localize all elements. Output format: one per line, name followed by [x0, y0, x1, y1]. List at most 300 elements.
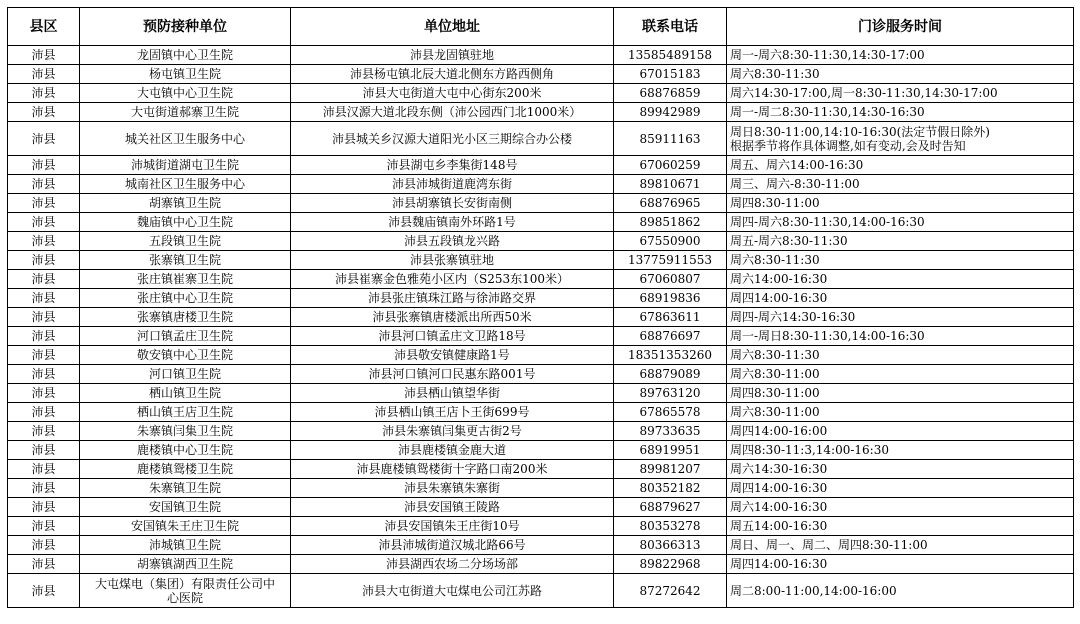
cell-hours — [727, 517, 1074, 536]
cell-unit — [80, 308, 291, 327]
cell-phone — [614, 232, 727, 251]
table-row — [8, 536, 1074, 555]
table-row — [8, 46, 1074, 65]
cell-address — [291, 574, 614, 608]
cell-hours — [727, 84, 1074, 103]
cell-county — [8, 103, 80, 122]
cell-address-text: 沛县沛城街道汉城北路66号 — [378, 538, 526, 552]
cell-address — [291, 122, 614, 156]
cell-unit-text: 大屯街道郝寨卫生院 — [130, 105, 239, 119]
cell-county — [8, 84, 80, 103]
cell-address — [291, 441, 614, 460]
cell-hours-text: 周六14:30-17:00,周一8:30-11:30,14:30-17:00 — [730, 86, 998, 100]
cell-unit — [80, 517, 291, 536]
cell-hours-text: 周四8:30-11:3,14:00-16:30 — [730, 443, 889, 457]
cell-phone-text: 67550900 — [639, 234, 701, 248]
header-unit: 预防接种单位 — [80, 8, 291, 46]
cell-county-text: 沛县 — [31, 158, 56, 172]
header-hours: 门诊服务时间 — [727, 8, 1074, 46]
cell-hours — [727, 175, 1074, 194]
cell-unit — [80, 403, 291, 422]
cell-phone-text: 80352182 — [639, 481, 701, 495]
cell-unit — [80, 251, 291, 270]
cell-unit — [80, 365, 291, 384]
cell-county — [8, 479, 80, 498]
cell-hours — [727, 422, 1074, 441]
cell-address — [291, 365, 614, 384]
cell-hours-text: 根据季节将作具体调整,如有变动,会及时告知 — [730, 138, 966, 153]
cell-phone — [614, 194, 727, 213]
table-body — [8, 46, 1074, 608]
cell-phone-text: 67015183 — [639, 67, 701, 81]
cell-phone — [614, 441, 727, 460]
cell-hours — [727, 65, 1074, 84]
cell-phone — [614, 384, 727, 403]
cell-address — [291, 384, 614, 403]
cell-hours-text: 周一-周日8:30-11:30,14:00-16:30 — [730, 329, 925, 343]
cell-address-text: 沛县胡寨镇长安街南侧 — [391, 196, 512, 210]
cell-unit-text: 敬安镇中心卫生院 — [136, 348, 233, 362]
cell-phone-text: 89810671 — [639, 177, 701, 191]
cell-phone-text: 80366313 — [639, 538, 701, 552]
cell-address — [291, 308, 614, 327]
cell-phone-text: 68879089 — [639, 367, 701, 381]
cell-hours — [727, 251, 1074, 270]
cell-county-text: 沛县 — [31, 329, 56, 343]
cell-unit — [80, 327, 291, 346]
cell-hours — [727, 103, 1074, 122]
cell-hours-text: 周五14:00-16:30 — [730, 519, 828, 533]
cell-county-text: 沛县 — [31, 583, 56, 598]
table-row — [8, 232, 1074, 251]
cell-address — [291, 346, 614, 365]
cell-unit-text: 心医院 — [166, 590, 203, 605]
cell-county — [8, 289, 80, 308]
cell-county — [8, 498, 80, 517]
cell-unit — [80, 384, 291, 403]
cell-address-text: 沛县河口镇河口民惠东路001号 — [368, 367, 536, 381]
cell-address — [291, 84, 614, 103]
cell-address — [291, 213, 614, 232]
cell-address-text: 沛县栖山镇王店卜王街699号 — [374, 405, 530, 419]
cell-address — [291, 270, 614, 289]
cell-address — [291, 46, 614, 65]
cell-address-text: 沛县张寨镇唐楼派出所西50米 — [372, 310, 532, 324]
cell-address — [291, 232, 614, 251]
cell-unit — [80, 574, 291, 608]
cell-phone — [614, 479, 727, 498]
cell-phone — [614, 103, 727, 122]
cell-county — [8, 536, 80, 555]
cell-hours-text: 周日8:30-11:00,14:10-16:30(法定节假日除外) — [730, 124, 990, 139]
header-phone: 联系电话 — [614, 8, 727, 46]
cell-county — [8, 555, 80, 574]
cell-phone — [614, 84, 727, 103]
cell-unit-text: 鹿楼镇中心卫生院 — [136, 443, 233, 457]
table-row — [8, 498, 1074, 517]
cell-address-text: 沛县朱寨镇闫集更古街2号 — [382, 424, 522, 438]
cell-county — [8, 232, 80, 251]
cell-address-text: 沛县湖西农场二分场场部 — [385, 557, 518, 571]
cell-phone-text: 68879627 — [639, 500, 701, 514]
cell-phone — [614, 156, 727, 175]
cell-phone — [614, 365, 727, 384]
cell-unit-text: 朱寨镇卫生院 — [148, 481, 221, 495]
cell-county-text: 沛县 — [31, 105, 56, 119]
cell-county-text: 沛县 — [31, 557, 56, 571]
cell-phone — [614, 122, 727, 156]
cell-hours — [727, 46, 1074, 65]
cell-unit-text: 胡寨镇湖西卫生院 — [136, 557, 233, 571]
cell-hours-text: 周六14:00-16:30 — [730, 500, 828, 514]
cell-address — [291, 555, 614, 574]
cell-county — [8, 441, 80, 460]
table-row — [8, 460, 1074, 479]
cell-phone — [614, 175, 727, 194]
cell-phone-text: 67863611 — [639, 310, 701, 324]
cell-unit — [80, 65, 291, 84]
cell-hours — [727, 460, 1074, 479]
cell-hours — [727, 194, 1074, 213]
cell-county-text: 沛县 — [31, 538, 56, 552]
cell-hours — [727, 308, 1074, 327]
cell-phone-text: 68876859 — [639, 86, 701, 100]
cell-phone — [614, 517, 727, 536]
cell-county-text: 沛县 — [31, 386, 56, 400]
cell-hours-text: 周五、周六14:00-16:30 — [730, 158, 864, 172]
cell-hours-text: 周六8:30-11:30 — [730, 348, 820, 362]
cell-address — [291, 175, 614, 194]
table-row — [8, 441, 1074, 460]
cell-hours-text: 周四8:30-11:00 — [730, 196, 820, 210]
cell-hours-text: 周一-周二8:30-11:30,14:30-16:30 — [730, 105, 925, 119]
cell-unit-text: 栖山镇卫生院 — [148, 386, 221, 400]
vaccination-table-container — [7, 7, 1073, 608]
cell-phone — [614, 498, 727, 517]
cell-hours — [727, 213, 1074, 232]
cell-county — [8, 346, 80, 365]
table-row — [8, 422, 1074, 441]
cell-phone — [614, 251, 727, 270]
cell-phone — [614, 327, 727, 346]
cell-phone-text: 18351353260 — [628, 348, 712, 362]
cell-unit — [80, 270, 291, 289]
cell-county-text: 沛县 — [31, 177, 56, 191]
cell-hours — [727, 384, 1074, 403]
cell-phone-text: 13585489158 — [628, 48, 712, 62]
cell-phone-text: 67060259 — [639, 158, 701, 172]
cell-address — [291, 156, 614, 175]
cell-hours-text: 周日、周一、周二、周四8:30-11:00 — [730, 538, 928, 552]
cell-unit-text: 朱寨镇闫集卫生院 — [136, 424, 233, 438]
cell-unit — [80, 555, 291, 574]
cell-unit — [80, 289, 291, 308]
cell-unit-text: 杨屯镇卫生院 — [148, 67, 221, 81]
table-row — [8, 574, 1074, 608]
cell-address — [291, 65, 614, 84]
table-row — [8, 346, 1074, 365]
cell-county-text: 沛县 — [31, 405, 56, 419]
cell-hours-text: 周四-周六8:30-11:30,14:00-16:30 — [730, 215, 925, 229]
cell-phone — [614, 270, 727, 289]
cell-county-text: 沛县 — [31, 348, 56, 362]
cell-county — [8, 308, 80, 327]
cell-unit-text: 张寨镇卫生院 — [148, 253, 221, 267]
table-row — [8, 65, 1074, 84]
cell-county-text: 沛县 — [31, 86, 56, 100]
cell-phone-text: 87272642 — [639, 583, 701, 598]
cell-hours — [727, 122, 1074, 156]
cell-county — [8, 194, 80, 213]
cell-county — [8, 517, 80, 536]
table-row — [8, 251, 1074, 270]
cell-phone-text: 68919836 — [639, 291, 701, 305]
cell-hours-text: 周四14:00-16:00 — [730, 424, 828, 438]
cell-address-text: 沛县崔寨金色雅苑小区内（S253东100米） — [334, 272, 570, 286]
cell-county — [8, 574, 80, 608]
table-row — [8, 365, 1074, 384]
table-row — [8, 156, 1074, 175]
cell-hours-text: 周四14:00-16:30 — [730, 481, 828, 495]
cell-unit-text: 大屯煤电（集团）有限责任公司中 — [94, 576, 275, 591]
cell-address — [291, 194, 614, 213]
cell-county-text: 沛县 — [31, 500, 56, 514]
cell-phone — [614, 403, 727, 422]
cell-address — [291, 460, 614, 479]
cell-hours — [727, 232, 1074, 251]
cell-unit — [80, 46, 291, 65]
cell-unit-text: 安国镇朱王庄卫生院 — [130, 519, 239, 533]
cell-unit — [80, 175, 291, 194]
cell-phone-text: 68876965 — [639, 196, 701, 210]
cell-county-text: 沛县 — [31, 462, 56, 476]
table-row — [8, 84, 1074, 103]
cell-address-text: 沛县杨屯镇北辰大道北侧东方路西侧角 — [349, 67, 554, 81]
cell-phone — [614, 555, 727, 574]
cell-phone — [614, 574, 727, 608]
cell-phone — [614, 289, 727, 308]
cell-unit-text: 龙固镇中心卫生院 — [136, 48, 233, 62]
cell-phone-text: 89942989 — [639, 105, 701, 119]
cell-address — [291, 327, 614, 346]
cell-unit-text: 魏庙镇中心卫生院 — [136, 215, 233, 229]
cell-unit-text: 城南社区卫生服务中心 — [124, 177, 245, 191]
cell-county-text: 沛县 — [31, 519, 56, 533]
cell-county-text: 沛县 — [31, 196, 56, 210]
cell-phone-text: 85911163 — [639, 131, 701, 146]
cell-phone — [614, 65, 727, 84]
cell-address-text: 沛县沛城街道鹿湾东街 — [391, 177, 512, 191]
cell-phone-text: 89822968 — [639, 557, 701, 571]
header-county: 县区 — [8, 8, 80, 46]
cell-phone-text: 13775911553 — [628, 253, 712, 267]
cell-address-text: 沛县龙固镇驻地 — [409, 48, 494, 62]
cell-hours-text: 周四8:30-11:00 — [730, 386, 820, 400]
cell-phone-text: 67865578 — [639, 405, 701, 419]
cell-phone — [614, 422, 727, 441]
cell-address — [291, 251, 614, 270]
cell-phone-text: 67060807 — [639, 272, 701, 286]
cell-address-text: 沛县敬安镇健康路1号 — [394, 348, 510, 362]
cell-unit-text: 沛城街道湖屯卫生院 — [130, 158, 239, 172]
cell-address — [291, 479, 614, 498]
cell-unit-text: 鹿楼镇鸳楼卫生院 — [136, 462, 233, 476]
cell-unit-text: 沛城镇卫生院 — [148, 538, 221, 552]
cell-hours — [727, 270, 1074, 289]
cell-hours-text: 周六14:30-16:30 — [730, 462, 828, 476]
table-row — [8, 122, 1074, 156]
cell-hours — [727, 574, 1074, 608]
cell-unit-text: 张寨镇唐楼卫生院 — [136, 310, 233, 324]
cell-hours — [727, 327, 1074, 346]
table-row — [8, 103, 1074, 122]
cell-unit-text: 栖山镇王店卫生院 — [136, 405, 233, 419]
cell-county — [8, 122, 80, 156]
cell-address-text: 沛县大屯街道大屯中心街东200米 — [362, 86, 542, 100]
cell-address-text: 沛县河口镇孟庄文卫路18号 — [378, 329, 526, 343]
cell-unit — [80, 103, 291, 122]
cell-county-text: 沛县 — [31, 272, 56, 286]
cell-hours-text: 周四14:00-16:30 — [730, 291, 828, 305]
cell-hours — [727, 441, 1074, 460]
cell-phone-text: 89981207 — [639, 462, 701, 476]
cell-county-text: 沛县 — [31, 67, 56, 81]
cell-unit-text: 胡寨镇卫生院 — [148, 196, 221, 210]
table-row — [8, 479, 1074, 498]
cell-county-text: 沛县 — [31, 215, 56, 229]
cell-address-text: 沛县魏庙镇南外环路1号 — [388, 215, 516, 229]
cell-phone-text: 89763120 — [639, 386, 701, 400]
cell-county — [8, 175, 80, 194]
cell-phone-text: 68876697 — [639, 329, 701, 343]
table-row — [8, 308, 1074, 327]
cell-county — [8, 213, 80, 232]
cell-phone-text: 80353278 — [639, 519, 701, 533]
cell-address-text: 沛县城关乡汉源大道阳光小区三期综合办公楼 — [331, 131, 572, 146]
cell-county-text: 沛县 — [31, 48, 56, 62]
cell-unit — [80, 441, 291, 460]
cell-unit — [80, 194, 291, 213]
cell-unit — [80, 498, 291, 517]
cell-hours-text: 周一-周六8:30-11:30,14:30-17:00 — [730, 48, 925, 62]
table-row — [8, 384, 1074, 403]
cell-unit-text: 河口镇卫生院 — [148, 367, 221, 381]
cell-unit — [80, 156, 291, 175]
cell-unit — [80, 479, 291, 498]
cell-county-text: 沛县 — [31, 291, 56, 305]
cell-address — [291, 498, 614, 517]
cell-hours-text: 周六8:30-11:00 — [730, 405, 820, 419]
cell-county — [8, 156, 80, 175]
cell-unit — [80, 346, 291, 365]
cell-address-text: 沛县湖屯乡李集街148号 — [386, 158, 518, 172]
cell-address-text: 沛县五段镇龙兴路 — [403, 234, 500, 248]
cell-hours-text: 周三、周六-8:30-11:00 — [730, 177, 860, 191]
cell-hours — [727, 289, 1074, 308]
cell-hours — [727, 403, 1074, 422]
cell-county — [8, 403, 80, 422]
cell-unit — [80, 232, 291, 251]
cell-county-text: 沛县 — [31, 481, 56, 495]
cell-county-text: 沛县 — [31, 234, 56, 248]
cell-phone-text: 89733635 — [639, 424, 701, 438]
cell-address-text: 沛县安国镇朱王庄街10号 — [384, 519, 520, 533]
cell-hours-text: 周六8:30-11:00 — [730, 367, 820, 381]
cell-unit-text: 河口镇孟庄卫生院 — [136, 329, 233, 343]
cell-hours — [727, 365, 1074, 384]
cell-unit-text: 五段镇卫生院 — [148, 234, 221, 248]
cell-phone — [614, 536, 727, 555]
table-row — [8, 517, 1074, 536]
cell-unit-text: 大屯镇中心卫生院 — [136, 86, 233, 100]
cell-address — [291, 536, 614, 555]
cell-hours — [727, 555, 1074, 574]
cell-county-text: 沛县 — [31, 310, 56, 324]
cell-county-text: 沛县 — [31, 131, 56, 146]
cell-county — [8, 46, 80, 65]
cell-address-text: 沛县张庄镇珠江路与徐沛路交界 — [367, 291, 536, 305]
cell-hours — [727, 346, 1074, 365]
cell-county-text: 沛县 — [31, 443, 56, 457]
cell-phone — [614, 308, 727, 327]
cell-unit — [80, 84, 291, 103]
cell-county-text: 沛县 — [31, 424, 56, 438]
table-row — [8, 194, 1074, 213]
cell-address-text: 沛县鹿楼镇金鹿大道 — [397, 443, 506, 457]
table-row — [8, 555, 1074, 574]
cell-address-text: 沛县汉源大道北段东侧（沛公园西门北1000米） — [322, 105, 582, 119]
cell-address — [291, 289, 614, 308]
cell-address-text: 沛县大屯街道大屯煤电公司江苏路 — [361, 583, 542, 598]
cell-hours-text: 周六8:30-11:30 — [730, 253, 820, 267]
cell-address-text: 沛县鹿楼镇鸳楼街十字路口南200米 — [356, 462, 548, 476]
cell-county — [8, 65, 80, 84]
cell-phone — [614, 213, 727, 232]
cell-unit — [80, 460, 291, 479]
table-header-row — [8, 8, 1074, 46]
cell-hours — [727, 156, 1074, 175]
cell-address-text: 沛县安国镇王陵路 — [403, 500, 500, 514]
cell-hours-text: 周四-周六14:30-16:30 — [730, 310, 856, 324]
cell-county — [8, 251, 80, 270]
cell-address-text: 沛县栖山镇望华街 — [403, 386, 500, 400]
cell-phone — [614, 46, 727, 65]
cell-unit-text: 张庄镇崔寨卫生院 — [136, 272, 233, 286]
cell-hours-text: 周四14:00-16:30 — [730, 557, 828, 571]
cell-hours-text: 周五-周六8:30-11:30 — [730, 234, 848, 248]
table-row — [8, 289, 1074, 308]
cell-unit-text: 城关社区卫生服务中心 — [124, 131, 245, 146]
header-address: 单位地址 — [291, 8, 614, 46]
cell-unit-text: 张庄镇中心卫生院 — [136, 291, 233, 305]
cell-hours — [727, 479, 1074, 498]
table-row — [8, 175, 1074, 194]
cell-address — [291, 103, 614, 122]
cell-address-text: 沛县张寨镇驻地 — [409, 253, 494, 267]
cell-unit — [80, 536, 291, 555]
cell-address-text: 沛县朱寨镇朱寨街 — [403, 481, 500, 495]
table-row — [8, 270, 1074, 289]
cell-phone-text: 68919951 — [639, 443, 701, 457]
table-row — [8, 403, 1074, 422]
table-row — [8, 213, 1074, 232]
cell-phone — [614, 346, 727, 365]
table-row — [8, 327, 1074, 346]
vaccination-units-table — [7, 7, 1074, 608]
cell-unit — [80, 422, 291, 441]
cell-county-text: 沛县 — [31, 367, 56, 381]
cell-county — [8, 327, 80, 346]
